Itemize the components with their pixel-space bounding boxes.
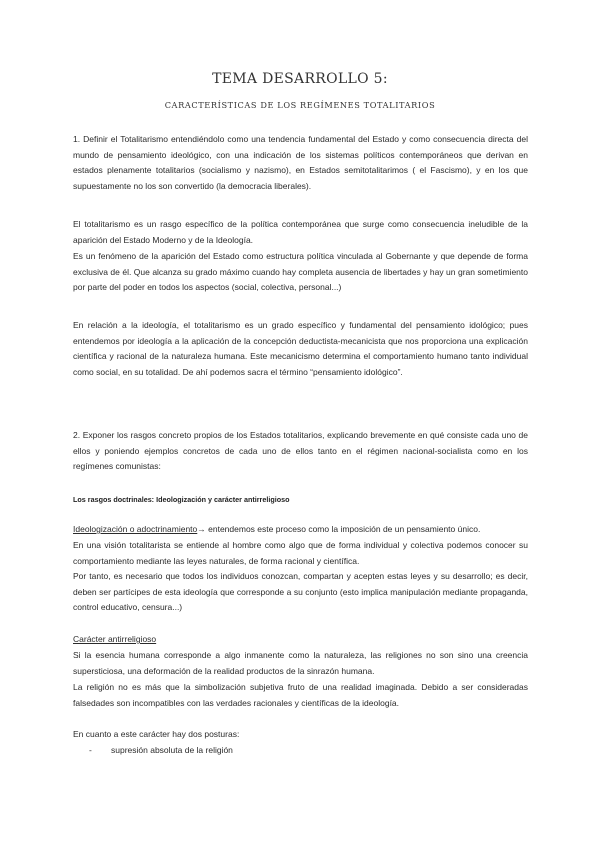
paragraph-totalitarismo-rasgo: El totalitarismo es un rasgo específico de la política contemporánea que surge como consecuencia ineludible de la aparición del Estado Moderno y de la Ideología. bbox=[73, 219, 528, 245]
paragraph-por-tanto: Por tanto, es necesario que todos los individuos conozcan, compartan y acepten estas leyes y su desarrollo; es decir, deben ser partícipes de esta ideología que corresponde a su conjunto (esto implica manipulación mediante propaganda, control educativo, censura...) bbox=[73, 571, 528, 613]
paragraph-posturas: En cuanto a este carácter hay dos posturas: bbox=[73, 729, 240, 739]
paragraph-fenomeno-estado: Es un fenómeno de la aparición del Estado como estructura política vinculada al Gobernante y que depende de forma exclusiva de él. Que alcanza su grado máximo cuando hay completa ausencia de libertades y hay un gran sometimiento por parte del poder en todos los aspectos (social, colectiva, personal...) bbox=[73, 251, 528, 293]
paragraph-ideologizacion bbox=[73, 522, 528, 538]
dash-bullet: - bbox=[89, 745, 92, 755]
paragraph-vision-totalitarista: En una visión totalitarista se entiende al hombre como algo que de forma individual y colectiva podemos conocer su comportamiento mediante las leyes naturales, de forma racional y científica. bbox=[73, 540, 528, 566]
paragraph-ideologia: En relación a la ideología, el totalitarismo es un grado específico y fundamental del pensamiento idológico; pues entendemos por ideología a la aplicación de la concepción deductista-mecanicista que nos proporciona una explicación científica y racional de la naturaleza humana. Este mecanicismo determina el comportamiento humano tanto individual como social, en su totalidad. De ahí podemos sacra el término “pensamiento idológico”. bbox=[73, 320, 528, 377]
paragraph-religion: La religión no es más que la simbolización subjetiva fruto de una realidad imaginada. Debido a ser consideradas falsedades son incompatibles con las verdades racionales y científicas de la ideología. bbox=[73, 682, 528, 708]
section-heading-rasgos-doctrinales: Los rasgos doctrinales: Ideologización y carácter antirreligioso bbox=[73, 495, 290, 504]
paragraph-esencia-humana: Si la esencia humana corresponde a algo inmanente como la naturaleza, las religiones no son sino una creencia supersticiosa, una deformación de la realidad productos de la sinrazón humana. bbox=[73, 650, 528, 676]
list-item bbox=[89, 743, 233, 759]
paragraph-question-2: 2. Exponer los rasgos concreto propios de los Estados totalitarios, explicando brevemente en qué consiste cada uno de ellos y poniendo ejemplos concretos de cada uno de ellos tanto en el régimen nacional-socialista como en los regímenes comunistas: bbox=[73, 430, 528, 472]
page-title: TEMA DESARROLLO 5: bbox=[212, 71, 388, 87]
ideologizacion-definition: entendemos este proceso como la imposición de un pensamiento único. bbox=[205, 524, 481, 534]
list-item-text: supresión absoluta de la religión bbox=[111, 745, 233, 755]
arrow-icon: → bbox=[197, 524, 206, 534]
paragraph-question-1: 1. Definir el Totalitarismo entendiéndolo como una tendencia fundamental del Estado y como consecuencia directa del mundo de pensamiento ideológico, con una indicación de los sistemas políticos contemporáneos que derivan en estados plenamente totalitarios (socialismo y nazismo), en Estados semitotalitarimos ( el Fascismo), y en los que supuestamente no los son convertido (la democracia liberales). bbox=[73, 134, 528, 191]
page-subtitle: CARACTERÍSTICAS DE LOS REGÍMENES TOTALITARIOS bbox=[164, 100, 436, 110]
term-caracter-antirreligioso: Carácter antirreligioso bbox=[73, 634, 157, 644]
term-ideologizacion: Ideologización o adoctrinamiento bbox=[73, 524, 198, 534]
